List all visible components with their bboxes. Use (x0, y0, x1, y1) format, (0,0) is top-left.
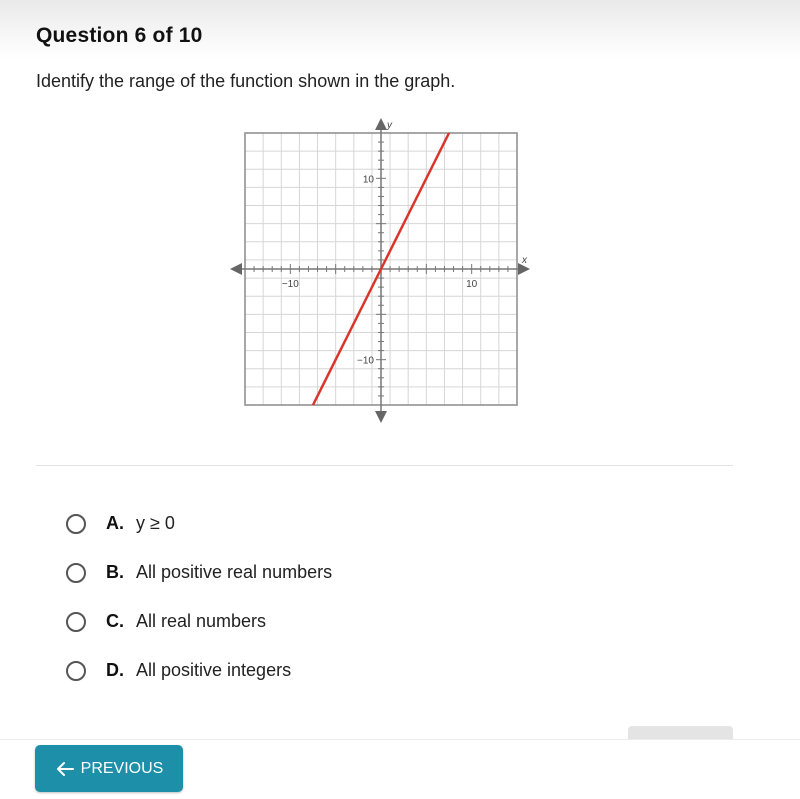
option-d-letter: D. (106, 660, 124, 680)
x-tick-label-10: 10 (466, 279, 478, 290)
option-b-letter: B. (106, 562, 124, 582)
x-axis-label: x (522, 255, 527, 266)
option-a-letter: A. (106, 513, 124, 533)
answer-options (66, 499, 332, 695)
option-c[interactable] (66, 597, 332, 646)
next-button-partial[interactable] (628, 726, 733, 740)
x-axis-arrow-left (230, 263, 242, 275)
y-tick-label-neg10: −10 (357, 355, 374, 367)
y-axis-arrow-down (375, 411, 387, 423)
previous-button-label: PREVIOUS (80, 759, 164, 777)
option-d-text: All positive integers (136, 660, 292, 680)
option-b[interactable] (66, 548, 332, 597)
y-axis-arrow-up (375, 118, 387, 130)
radio-c[interactable] (66, 612, 86, 632)
option-d[interactable] (66, 646, 332, 695)
radio-a[interactable] (66, 514, 86, 534)
graph-svg (230, 118, 530, 423)
y-tick-label-10: 10 (362, 174, 374, 186)
radio-b[interactable] (66, 563, 86, 583)
function-graph (230, 118, 530, 423)
arrow-left-icon (55, 761, 75, 777)
option-c-letter: C. (106, 611, 124, 631)
question-counter: Question 6 of 10 (36, 24, 203, 47)
question-prompt: Identify the range of the function shown in the graph. (36, 71, 456, 91)
section-divider (36, 465, 733, 466)
radio-d[interactable] (66, 661, 86, 681)
y-axis-label: y (387, 120, 392, 131)
x-tick-label-neg10: −10 (281, 279, 299, 290)
footer-divider (0, 739, 800, 740)
option-b-text: All positive real numbers (136, 562, 333, 582)
option-a[interactable] (66, 499, 332, 548)
previous-button[interactable] (35, 745, 183, 792)
option-a-text: y ≥ 0 (136, 513, 175, 533)
option-c-text: All real numbers (136, 611, 267, 631)
